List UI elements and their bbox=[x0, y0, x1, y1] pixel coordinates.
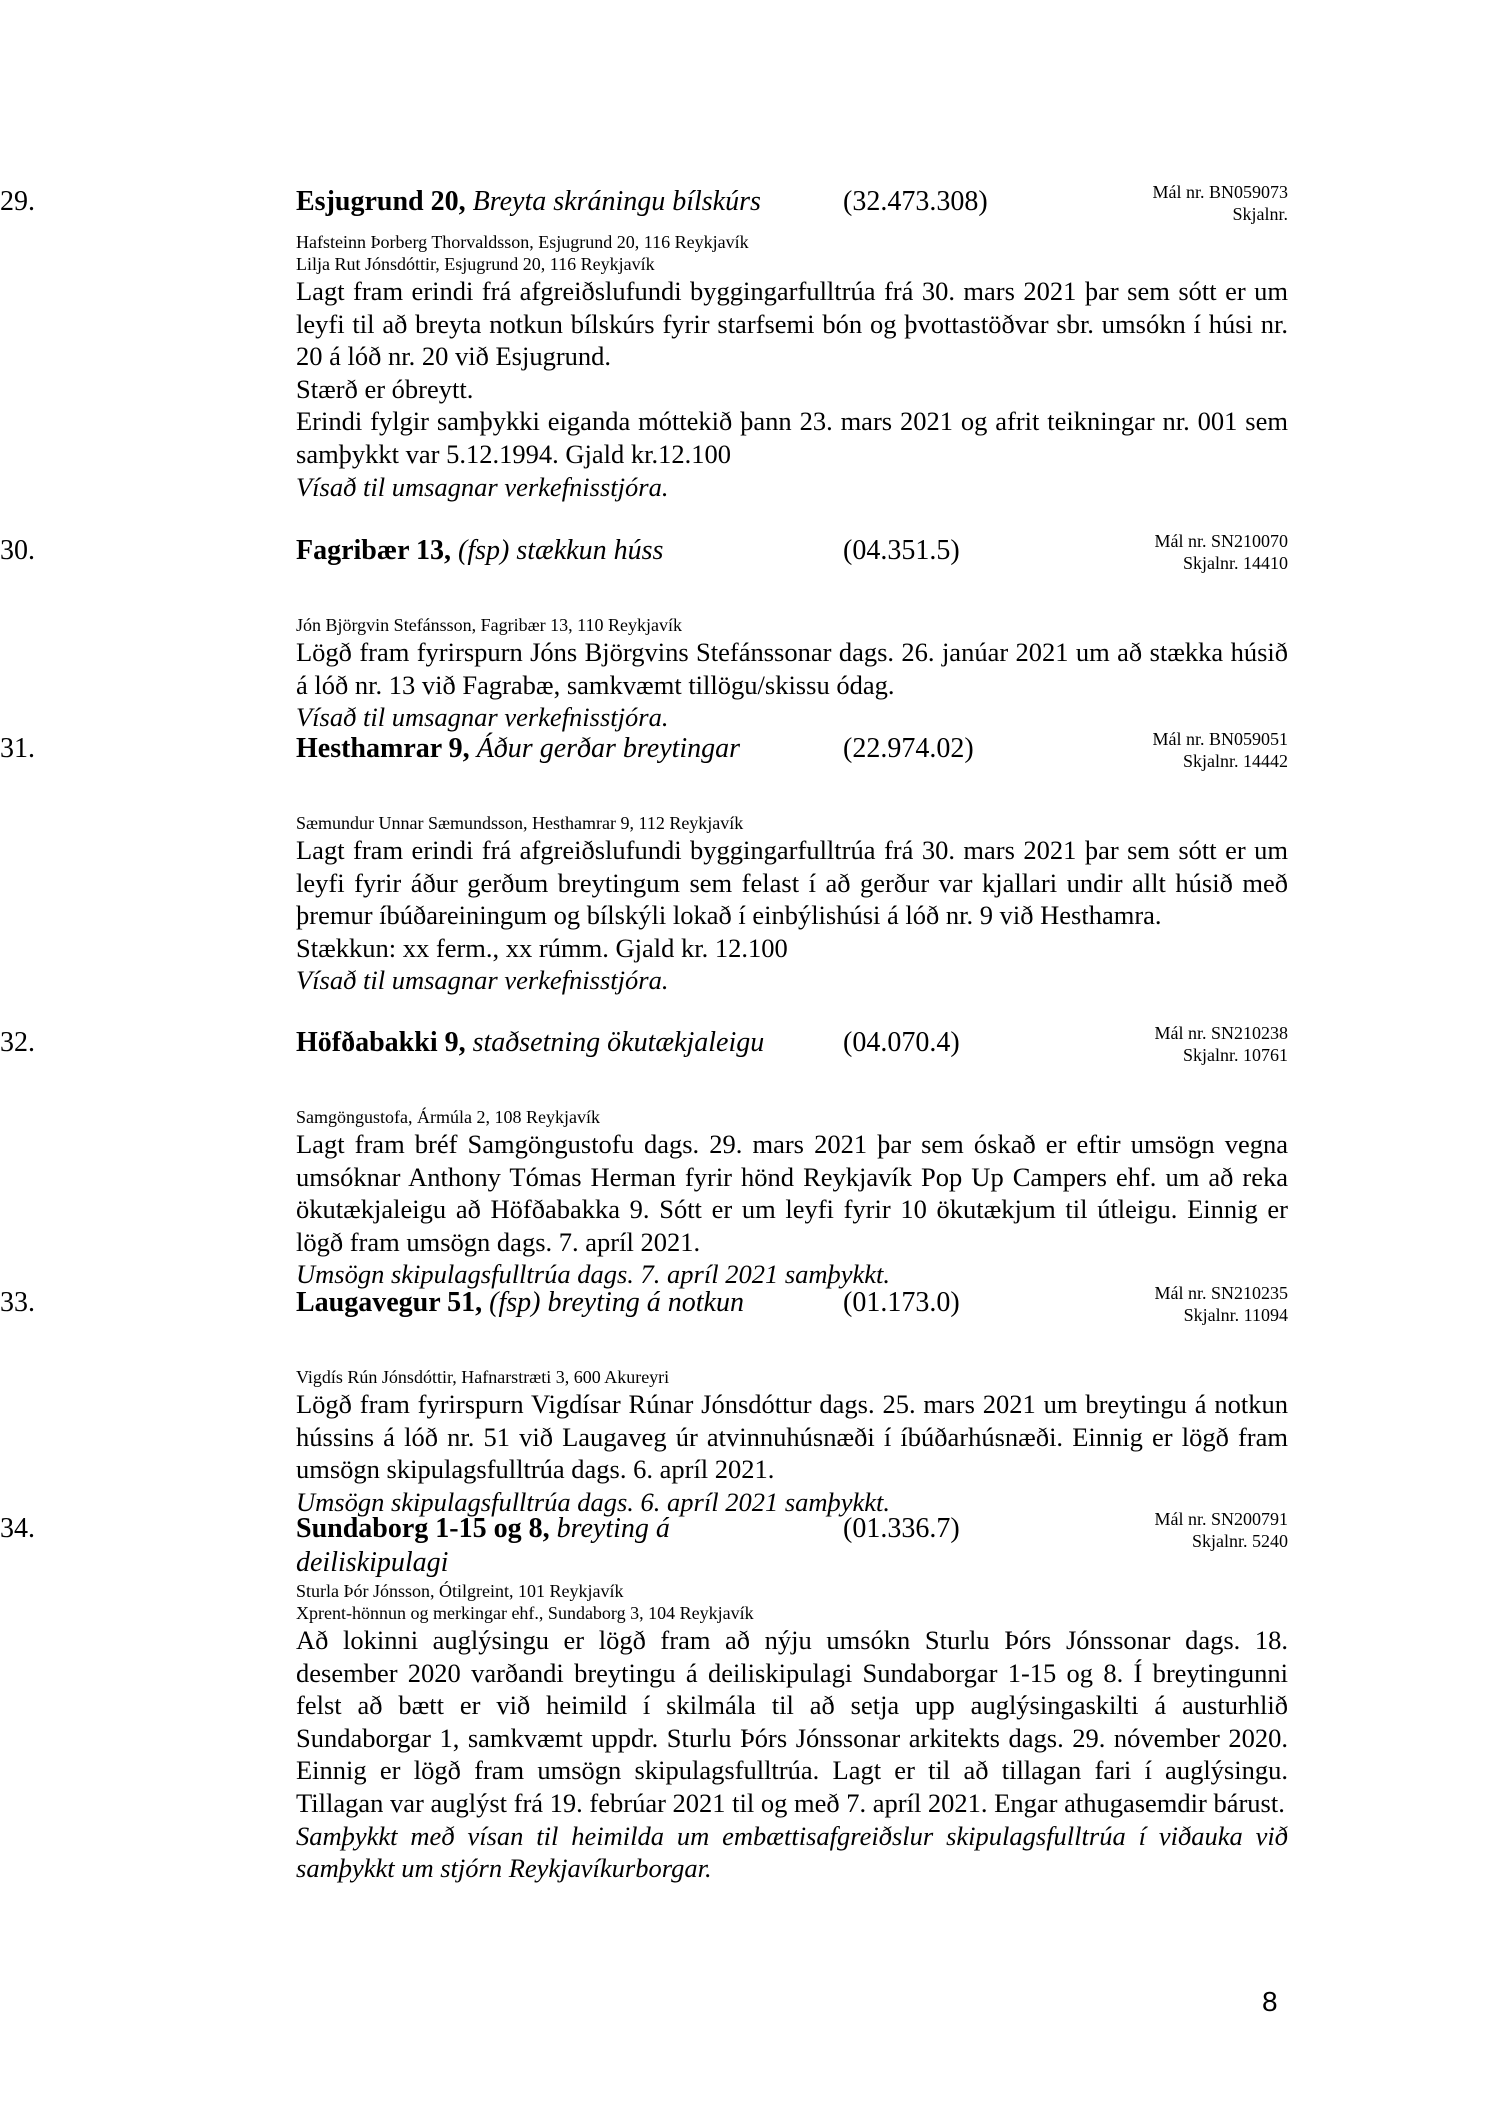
applicant: Jón Björgvin Stefánsson, Fagribær 13, 110 Reykjavík bbox=[296, 615, 682, 635]
entry-title bbox=[296, 732, 836, 766]
entry-header bbox=[0, 1509, 1288, 1580]
entry-33 bbox=[0, 1283, 1288, 1518]
applicant: Sturla Þór Jónsson, Ótilgreint, 101 Reykjavík bbox=[296, 1581, 624, 1601]
entry-body bbox=[296, 1624, 1288, 1885]
entry-code: (01.336.7) bbox=[843, 1513, 960, 1544]
document-number: Skjalnr. 14410 bbox=[1182, 553, 1288, 573]
entry-body bbox=[296, 834, 1288, 997]
entry-header bbox=[0, 531, 1288, 573]
entry-address: Höfðabakki 9, bbox=[296, 1027, 466, 1058]
entry-31 bbox=[0, 729, 1288, 997]
case-number: Mál nr. SN200791 bbox=[1154, 1509, 1288, 1529]
entry-result: Vísað til umsagnar verkefnisstjóra. bbox=[296, 965, 669, 996]
paragraph: Lögð fram fyrirspurn Jóns Björgvins Stefánssonar dags. 26. janúar 2021 um að stækka húsið á lóð nr. 13 við Fagrabæ, samkvæmt tillögu/skissu ódag. bbox=[296, 637, 1288, 700]
applicant: Lilja Rut Jónsdóttir, Esjugrund 20, 116 Reykjavík bbox=[296, 254, 655, 274]
entry-header bbox=[0, 729, 1288, 771]
document-number: Skjalnr. 11094 bbox=[1183, 1305, 1288, 1325]
entry-header bbox=[0, 182, 1288, 224]
entry-title bbox=[296, 1286, 836, 1320]
entry-title bbox=[296, 185, 836, 219]
applicants bbox=[296, 614, 1288, 636]
case-number: Mál nr. BN059073 bbox=[1152, 182, 1288, 202]
entry-number: 29. bbox=[0, 186, 35, 217]
entry-code: (32.473.308) bbox=[843, 186, 988, 217]
case-number: Mál nr. SN210070 bbox=[1154, 531, 1288, 551]
entry-body bbox=[296, 636, 1288, 734]
entry-refs bbox=[1154, 530, 1288, 574]
entry-30 bbox=[0, 531, 1288, 734]
applicant: Vigdís Rún Jónsdóttir, Hafnarstræti 3, 600 Akureyri bbox=[296, 1367, 670, 1387]
entry-number: 33. bbox=[0, 1287, 35, 1318]
paragraph: Lagt fram erindi frá afgreiðslufundi byggingarfulltrúa frá 30. mars 2021 þar sem sótt er um leyfi til að breyta notkun bílskúrs fyrir starfsemi bón og þvottastöðvar sbr. umsókn í húsi nr. 20 á lóð nr. 20 við Esjugrund. bbox=[296, 276, 1288, 372]
entry-number: 30. bbox=[0, 535, 35, 566]
entry-result: Umsögn skipulagsfulltrúa dags. 6. apríl 2021 samþykkt. bbox=[296, 1486, 891, 1517]
entry-address: Sundaborg 1-15 og 8, bbox=[296, 1513, 550, 1544]
entry-code: (04.070.4) bbox=[843, 1027, 960, 1058]
entry-title bbox=[296, 534, 836, 568]
entry-subject: Áður gerðar breytingar bbox=[476, 733, 741, 764]
applicants bbox=[296, 1106, 1288, 1128]
paragraph: Að lokinni auglýsingu er lögð fram að nýju umsókn Sturlu Þórs Jónssonar dags. 18. desember 2020 varðandi breytingu á deiliskipulagi Sundaborgar 1-15 og 8. Í breytingunni felst að bætt er við heimild í skilmála til að setja upp auglýsingaskilti á austurhlið Sundaborgar 1, samkvæmt uppdr. Sturlu Þórs Jónssonar arkitekts dags. 29. nóvember 2020. Einnig er lögð fram umsögn skipulagsfulltrúa. Lagt er til að tillagan fari í auglýsingu. Tillagan var auglýst frá 19. febrúar 2021 til og með 7. apríl 2021. Engar athugasemdir bárust. bbox=[296, 1625, 1288, 1818]
entry-body bbox=[296, 1388, 1288, 1518]
entry-refs bbox=[1154, 1022, 1288, 1066]
paragraph: Stærð er óbreytt. bbox=[296, 373, 474, 404]
entry-body bbox=[296, 1128, 1288, 1291]
entry-header bbox=[0, 1023, 1288, 1065]
entry-result: Samþykkt með vísan til heimilda um embættisafgreiðslur skipulagsfulltrúa í viðauka við samþykkt um stjórn Reykjavíkurborgar. bbox=[296, 1820, 1288, 1884]
page-number: 8 bbox=[1262, 1986, 1278, 2017]
entry-address: Laugavegur 51, bbox=[296, 1287, 483, 1318]
entry-address: Fagribær 13, bbox=[296, 535, 452, 566]
entry-number: 31. bbox=[0, 733, 35, 764]
entry-number: 34. bbox=[0, 1513, 35, 1544]
entry-number: 32. bbox=[0, 1027, 35, 1058]
entry-result: Umsögn skipulagsfulltrúa dags. 7. apríl 2021 samþykkt. bbox=[296, 1259, 891, 1290]
entry-refs bbox=[1152, 181, 1288, 225]
entry-code: (01.173.0) bbox=[843, 1287, 960, 1318]
document-number: Skjalnr. 10761 bbox=[1182, 1045, 1288, 1065]
document-number: Skjalnr. 5240 bbox=[1191, 1531, 1288, 1551]
applicants bbox=[296, 1580, 1288, 1624]
case-number: Mál nr. SN210235 bbox=[1154, 1283, 1288, 1303]
applicants bbox=[296, 812, 1288, 834]
entry-subject: breyting á deiliskipulagi bbox=[296, 1513, 670, 1578]
applicants bbox=[296, 1366, 1288, 1388]
entry-code: (04.351.5) bbox=[843, 535, 960, 566]
entry-result: Vísað til umsagnar verkefnisstjóra. bbox=[296, 702, 669, 733]
paragraph: Lagt fram erindi frá afgreiðslufundi byggingarfulltrúa frá 30. mars 2021 þar sem sótt er um leyfi fyrir áður gerðum breytingum sem felast í að gerður var kjallari undir allt húsið með þremur íbúðareiningum og bílskýli lokað í einbýlishúsi á lóð nr. 9 við Hesthamra. bbox=[296, 835, 1288, 931]
applicant: Xprent-hönnun og merkingar ehf., Sundaborg 3, 104 Reykjavík bbox=[296, 1603, 754, 1623]
entry-refs bbox=[1154, 1282, 1288, 1326]
applicant: Hafsteinn Þorberg Thorvaldsson, Esjugrund 20, 116 Reykjavík bbox=[296, 232, 749, 252]
applicant: Samgöngustofa, Ármúla 2, 108 Reykjavík bbox=[296, 1107, 600, 1127]
case-number: Mál nr. SN210238 bbox=[1154, 1023, 1288, 1043]
paragraph: Lagt fram bréf Samgöngustofu dags. 29. mars 2021 þar sem óskað er eftir umsögn vegna umsóknar Anthony Tómas Herman fyrir hönd Reykjavík Pop Up Campers ehf. um að reka ökutækjaleigu að Höfðabakka 9. Sótt er um leyfi fyrir 10 ökutækjum til útleigu. Einnig er lögð fram umsögn dags. 7. apríl 2021. bbox=[296, 1129, 1288, 1257]
applicants bbox=[296, 231, 1288, 275]
entry-32 bbox=[0, 1023, 1288, 1291]
entry-29 bbox=[0, 182, 1288, 503]
paragraph: Lögð fram fyrirspurn Vigdísar Rúnar Jónsdóttur dags. 25. mars 2021 um breytingu á notkun hússins á lóð nr. 51 við Laugaveg úr atvinnuhúsnæði í íbúðarhúsnæði. Einnig er lögð fram umsögn skipulagsfulltrúa dags. 6. apríl 2021. bbox=[296, 1389, 1288, 1485]
entry-refs bbox=[1152, 728, 1288, 772]
entry-address: Hesthamrar 9, bbox=[296, 733, 470, 764]
entry-refs bbox=[1154, 1508, 1288, 1552]
entry-subject: staðsetning ökutækjaleigu bbox=[472, 1027, 765, 1058]
entry-code: (22.974.02) bbox=[843, 733, 974, 764]
entry-address: Esjugrund 20, bbox=[296, 186, 466, 217]
case-number: Mál nr. BN059051 bbox=[1152, 729, 1288, 749]
document-number: Skjalnr. bbox=[1232, 204, 1288, 224]
entry-subject: Breyta skráningu bílskúrs bbox=[472, 186, 761, 217]
entry-result: Vísað til umsagnar verkefnisstjóra. bbox=[296, 471, 669, 502]
entry-34 bbox=[0, 1509, 1288, 1885]
paragraph: Erindi fylgir samþykki eiganda móttekið þann 23. mars 2021 og afrit teikningar nr. 001 sem samþykkt var 5.12.1994. Gjald kr.12.100 bbox=[296, 406, 1288, 469]
entry-body bbox=[296, 275, 1288, 503]
entry-subject: (fsp) stækkun húss bbox=[458, 535, 664, 566]
entry-title bbox=[296, 1512, 676, 1580]
applicant: Sæmundur Unnar Sæmundsson, Hesthamrar 9, 112 Reykjavík bbox=[296, 813, 744, 833]
entry-title bbox=[296, 1026, 836, 1060]
paragraph: Stækkun: xx ferm., xx rúmm. Gjald kr. 12.100 bbox=[296, 932, 788, 963]
entry-subject: (fsp) breyting á notkun bbox=[489, 1287, 744, 1318]
document-number: Skjalnr. 14442 bbox=[1182, 751, 1288, 771]
entry-header bbox=[0, 1283, 1288, 1325]
